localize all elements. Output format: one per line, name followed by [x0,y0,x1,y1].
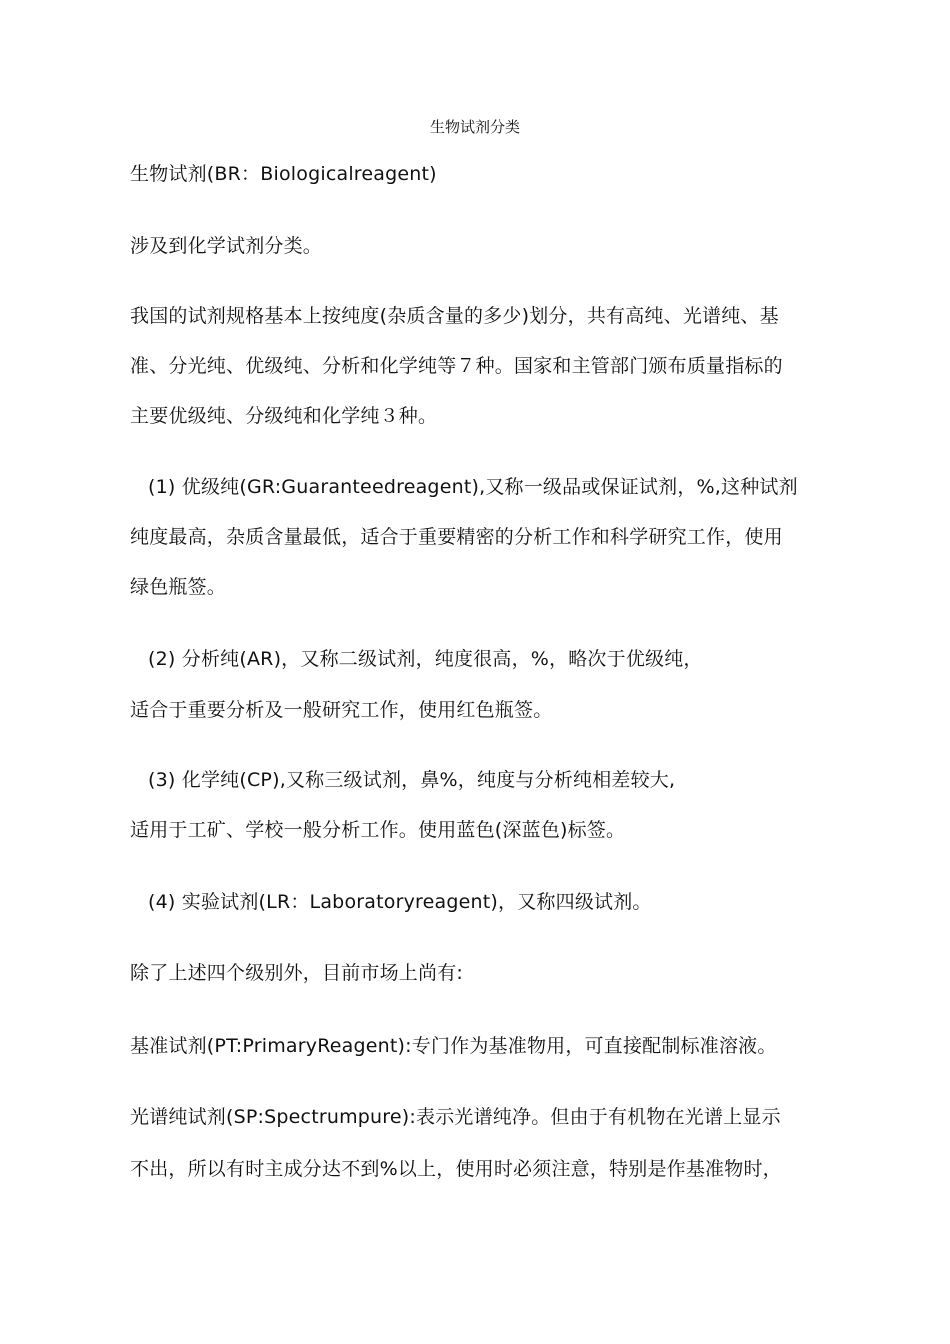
item-gr-line-3: 绿色瓶签。 [130,576,227,598]
paragraph-classification-intro: 涉及到化学试剂分类。 [130,235,323,257]
paragraph-br-definition: 生物试剂(BR：Biologicalreagent) [130,163,437,185]
item-lr: (4) 实验试剂(LR：Laboratoryreagent)，又称四级试剂。 [148,891,652,913]
item-cp-line-2: 适用于工矿、学校一般分析工作。使用蓝色(深蓝色)标签。 [130,819,626,841]
item-gr-line-2: 纯度最高，杂质含量最低，适合于重要精密的分析工作和科学研究工作，使用 [130,526,783,548]
paragraph-spec-line-1: 我国的试剂规格基本上按纯度(杂质含量的多少)划分，共有高纯、光谱纯、基 [130,305,779,327]
paragraph-spectrum-pure-line-1: 光谱纯试剂(SP:Spectrumpure):表示光谱纯净。但由于有机物在光谱上显示 [130,1106,781,1128]
paragraph-primary-reagent: 基准试剂(PT:PrimaryReagent):专门作为基准物用，可直接配制标准溶液。 [130,1035,777,1057]
paragraph-other-grades: 除了上述四个级别外，目前市场上尚有: [130,962,464,984]
item-cp-line-1: (3) 化学纯(CP),又称三级试剂，鼻%，纯度与分析纯相差较大, [148,769,676,791]
paragraph-spec-line-3: 主要优级纯、分级纯和化学纯３种。 [130,405,438,427]
item-ar-line-1: (2) 分析纯(AR)，又称二级试剂，纯度很高，%，略次于优级纯， [148,648,703,670]
item-ar-line-2: 适合于重要分析及一般研究工作，使用红色瓶签。 [130,699,553,721]
paragraph-spec-line-2: 准、分光纯、优级纯、分析和化学纯等７种。国家和主管部门颁布质量指标的 [130,355,783,377]
document-title: 生物试剂分类 [429,118,520,136]
paragraph-spectrum-pure-line-2: 不出，所以有时主成分达不到%以上，使用时必须注意，特别是作基准物时， [130,1158,782,1180]
item-gr-line-1: (1) 优级纯(GR:Guaranteedreagent),又称一级品或保证试剂，%,这种试剂 [148,476,798,498]
